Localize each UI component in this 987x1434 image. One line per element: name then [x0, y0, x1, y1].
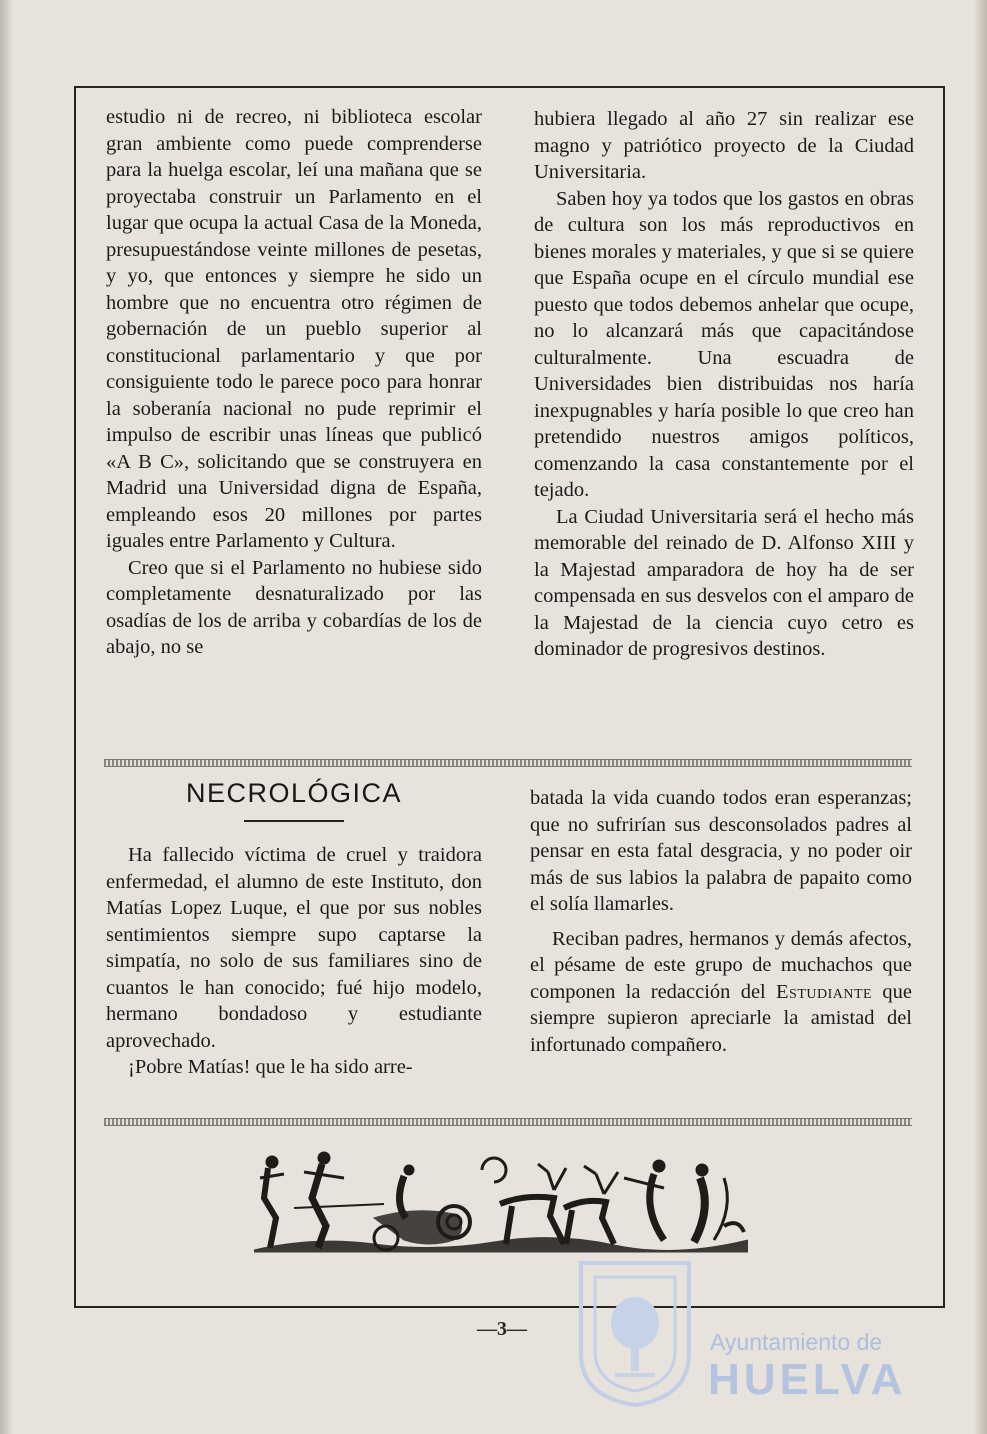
watermark-line2: HUELVA [708, 1355, 907, 1404]
obituary-paragraph: ¡Pobre Matías! que le ha sido arre- [128, 1056, 413, 1078]
ayuntamiento-watermark [575, 1257, 915, 1407]
decorative-vignette [254, 1148, 748, 1254]
binding-shadow-right [973, 0, 987, 1434]
obituary-heading: NECROLÓGICA [185, 778, 403, 808]
obituary-text: Reciban padres, hermanos y demás afectos, el pésame de este grupo de muchachos que componen la redacción del [530, 927, 912, 1003]
obituary-column-left [106, 842, 482, 1081]
binding-shadow-left [0, 0, 14, 1434]
obituary-paragraph [530, 926, 912, 1059]
obituary-paragraph: batada la vida cuando todos eran esperanzas; que no sufrirían sus desconsolados padres al pensar en esta fatal desgracia, y no poder oir más de sus labios la palabra de papaito como el solía llamarles. [530, 787, 912, 915]
article-paragraph: Saben hoy ya todos que los gastos en obras de cultura son los más reproductivos en bienes morales y materiales, y que si se quiere que España ocupe en el círculo mundial ese puesto que todos debemos anhelar que ocupe, no lo alcanzará más que capacitándose culturalmente. Una escuadra de Universidades bien distribuidas nos haría inexpugnables y haría posible lo que creo han pretendido nuestros amigos políticos, comenzando la casa constantemente por el tejado. [534, 187, 914, 501]
heading-underline [244, 820, 344, 822]
obituary-paragraph: Ha fallecido víctima de cruel y traidora enfermedad, el alumno de este Instituto, don Matías Lopez Luque, el que por sus nobles sentimientos siempre supo captarse la simpatía, no solo de sus familiares sino de cuantos le han conocido; fué hijo modelo, hermano bondadoso y estudiante aprovechado. [106, 844, 482, 1052]
article-paragraph: estudio ni de recreo, ni biblioteca escolar gran ambiente como puede comprenderse para la huelga escolar, leí una mañana que se proyectaba construir un Parlamento en el lugar que ocupa la actual Casa de la Moneda, presupuestándose veinte millones de pesetas, y yo, que entonces y siempre he sido un hombre que no encuentra otro régimen de gobernación de un pueblo superior al constitucional parlamentario y que por consiguiente todo le parece poco para honrar la soberanía nacional no pude reprimir el impulso de escribir unas líneas que publicó «A B C», solicitando que se construyera en Madrid una Universidad digna de España, empleando esos 20 millones por partes iguales entre Parlamento y Cultura. [106, 106, 482, 552]
article-paragraph: Creo que si el Parlamento no hubiese sido completamente desnaturalizado por las osadías de los de arriba y cobardías de los de abajo, no se [106, 556, 482, 658]
ayuntamiento-crest-icon [575, 1257, 695, 1407]
article-column-left [106, 104, 482, 661]
watermark-line1: Ayuntamiento de [710, 1329, 883, 1355]
obituary-text: que siempre supieron apreciarle la amistad del infortunado compañero. [530, 980, 912, 1056]
page-number: —3— [477, 1318, 527, 1340]
article-paragraph: La Ciudad Universitaria será el hecho más memorable del reinado de D. Alfonso XIII y la Majestad amparadora de hoy ha de ser compensada en sus desvelos con el amparo de la Majestad de la ciencia cuyo cetro es dominador de progresivos destinos. [534, 505, 914, 660]
article-paragraph: hubiera llegado al año 27 sin realizar ese magno y patriótico proyecto de la Ciudad Universitaria. [534, 108, 914, 183]
section-divider [104, 1118, 912, 1126]
section-divider [104, 759, 912, 767]
newspaper-name: Estudiante [776, 980, 873, 1003]
obituary-column-right [530, 785, 912, 1058]
article-column-right [534, 106, 914, 663]
